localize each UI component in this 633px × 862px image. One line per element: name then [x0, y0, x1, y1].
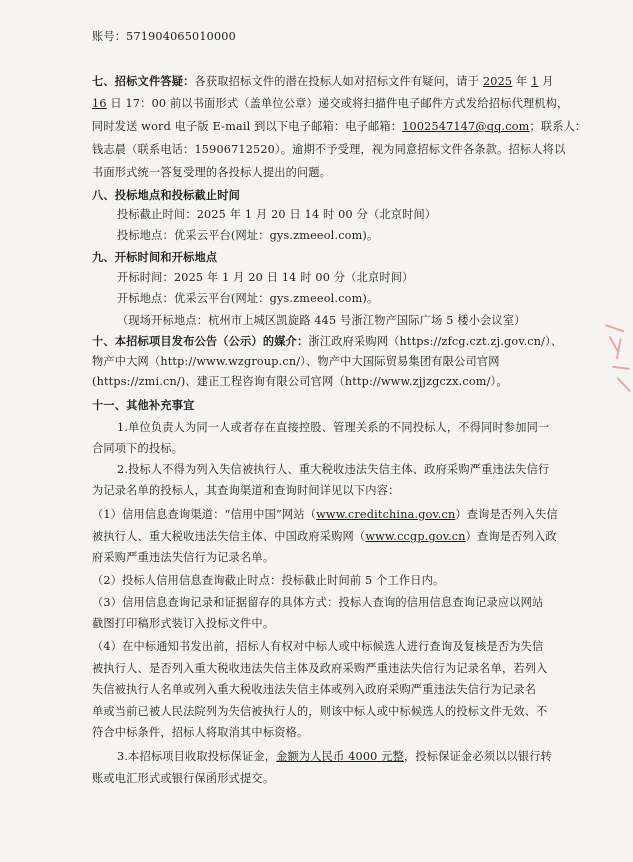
review-line-2: 被执行人、是否列入重大税收违法失信主体及政府采购严重违法失信行为记录名单，若列入 [92, 662, 548, 675]
section-7-line-1: 七、招标文件答疑：各获取招标文件的潜在投标人如对招标文件有疑问，请于 2025 年 1 月 [92, 74, 554, 88]
review-line-1: （4）在中标通知书发出前，招标人有权对中标人或中标候选人进行查询及复核是否为失信 [92, 640, 544, 653]
section-7-line-5: 书面形式统一答复受理的各投标人提出的问题。 [92, 166, 332, 179]
section-10-line-2: 物产中大网（http://www.wzgroup.cn/）、物产中大国际贸易集团有限公司官网 [92, 355, 500, 368]
section-7-line-3: 同时发送 word 电子版 E-mail 到以下电子邮箱：电子邮箱：1002547147@qq.com；联系人： [92, 120, 587, 133]
bid-deadline: 投标截止时间：2025 年 1 月 20 日 14 时 00 分（北京时间） [117, 208, 437, 221]
item-2-line-2: 为记录名单的投标人，其查询渠道和查询时间详见以下内容： [92, 484, 400, 497]
section-10-line-3: (https://zmi.cn/)、建正工程咨询有限公司官网（http://www.zjjzgczx.com/）。 [92, 375, 508, 388]
review-line-4: 单或当前已被人民法院列为失信被执行人的，则该中标人或中标候选人的投标文件无效、不 [92, 705, 548, 718]
credit-channel-line-2: 被执行人、重大税收违法失信主体、中国政府采购网（www.ccgp.gov.cn）查询是否列入政 [92, 530, 557, 543]
review-line-5: 符合中标条件，招标人将取消其中标资格。 [92, 726, 309, 739]
account-number: 账号：571904065010000 [92, 30, 236, 43]
review-line-3: 失信被执行人名单或列入重大税收违法失信主体或列入政府采购严重违法失信行为记录名 [92, 683, 537, 696]
bid-location: 投标地点：优采云平台(网址：gys.zmeeol.com)。 [117, 229, 379, 242]
section-7-line-2: 16 日 17：00 前以书面形式（盖单位公章）递交或将扫描件电子邮件方式发给招标代理机构， [92, 97, 569, 110]
item-2-line-1: 2.投标人不得为列入失信被执行人、重大税收违法失信主体、政府采购严重违法失信行 [117, 463, 550, 476]
section-9-heading: 九、开标时间和开标地点 [92, 250, 218, 264]
deposit-line-2: 账或电汇形式或银行保函形式提交。 [92, 772, 275, 785]
deposit-line-1: 3.本招标项目收取投标保证金，金额为人民币 4000 元整，投标保证金必须以以银行转 [117, 750, 553, 763]
red-seal-fragment [602, 317, 633, 400]
opening-time: 开标时间：2025 年 1 月 20 日 14 时 00 分（北京时间） [117, 271, 414, 284]
section-11-heading: 十一、其他补充事宜 [92, 398, 195, 412]
onsite-opening-location: （现场开标地点：杭州市上城区凯旋路 445 号浙江物产国际广场 5 楼小会议室） [117, 314, 526, 327]
credit-channel-line-3: 府采购严重违法失信行为记录名单。 [92, 551, 275, 564]
section-8-heading: 八、投标地点和投标截止时间 [92, 188, 241, 202]
item-1-line-1: 1.单位负责人为同一人或者存在直接控股、管理关系的不同投标人，不得同时参加同一 [117, 421, 550, 434]
opening-location: 开标地点：优采云平台(网址：gys.zmeeol.com)。 [117, 292, 379, 305]
section-10-line-1: 十、本招标项目发布公告（公示）的媒介：浙江政府采购网（https://zfcg.czt.zj.gov.cn/）、 [92, 334, 563, 348]
seal-mark-icon [602, 317, 633, 400]
credit-record-line-2: 截图打印稿形式装订入投标文件中。 [92, 617, 275, 630]
item-1-line-2: 合同项下的投标。 [92, 442, 184, 455]
credit-record-line-1: （3）信用信息查询记录和证据留存的具体方式：投标人查询的信用信息查询记录应以网站 [92, 596, 544, 609]
section-7-line-4: 钱志晨（联系电话：15906712520）。逾期不予受理，视为同意招标文件各条款。招标人将以 [92, 143, 566, 156]
credit-query-deadline: （2）投标人信用信息查询截止时点：投标截止时间前 5 个工作日内。 [92, 574, 445, 587]
credit-channel-line-1: （1）信用信息查询渠道：“信用中国”网站（www.creditchina.gov.cn）查询是否列入失信 [92, 508, 558, 521]
